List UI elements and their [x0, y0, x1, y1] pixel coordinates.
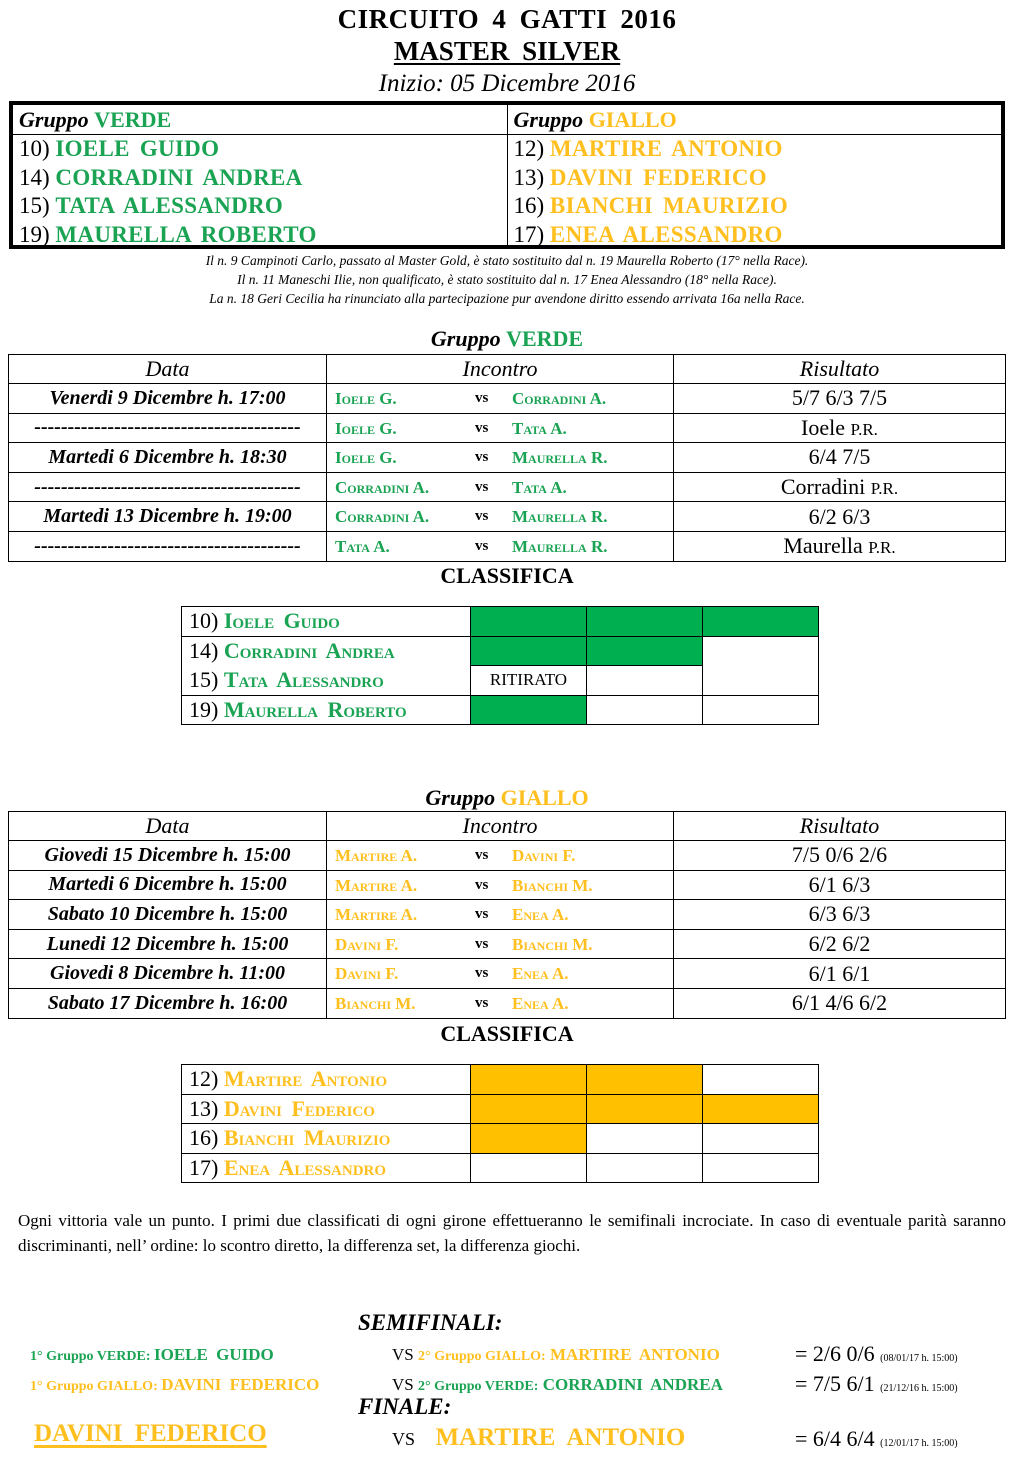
verde-matches-table [8, 354, 1006, 562]
walkover-label: P.R. [868, 538, 896, 558]
standing-row [182, 695, 819, 725]
note-line: Il n. 11 Maneschi Ilie, non qualificato, è stato sostituito dal n. 17 Enea Alessandro (18° nella Race). [237, 272, 777, 287]
match-date: Giovedi 8 Dicembre h. 11:00 [9, 959, 327, 989]
player-2: Tata A. [512, 418, 567, 438]
match-result [674, 929, 1006, 959]
final-result [795, 1426, 958, 1452]
result-text: Corradini [780, 474, 866, 500]
standing-row [182, 666, 819, 696]
point-cell-empty: RITIRATO [471, 666, 587, 696]
standing-row [182, 1065, 819, 1095]
standing-row [182, 607, 819, 637]
match-date: (12/01/17 h. 15:00) [880, 1438, 958, 1449]
player-2: Bianchi M. [512, 934, 593, 954]
match-date: Sabato 10 Dicembre h. 15:00 [9, 900, 327, 930]
match-players [327, 384, 674, 414]
title-circuit: CIRCUITO 4 GATTI 2016 [337, 4, 677, 34]
point-cell-filled [587, 636, 703, 666]
player-number: 16) [513, 193, 545, 218]
match-row [9, 841, 1006, 871]
verde-standings-table [181, 606, 819, 725]
player-1: Martire A. [335, 905, 418, 925]
semifinal-1-right [392, 1345, 720, 1365]
group-label: Gruppo [430, 326, 501, 351]
group-label: Gruppo [513, 107, 584, 132]
group-giallo-column [507, 105, 1002, 245]
col-header-date: Data [9, 812, 327, 841]
player-number: 12) [513, 136, 545, 161]
group-verde-column [13, 105, 507, 245]
semifinal-seed-label: 1° Gruppo VERDE: [30, 1349, 151, 1364]
player-number: 19) [189, 696, 219, 722]
col-header-match: Incontro [327, 355, 674, 384]
player-name: CORRADINI ANDREA [55, 164, 303, 190]
player-name: ENEA ALESSANDRO [549, 221, 783, 247]
point-cell-filled [471, 1065, 587, 1095]
match-result [674, 900, 1006, 930]
group-name: VERDE [506, 326, 584, 351]
player-number: 15) [19, 193, 50, 218]
player-1: Corradini A. [335, 477, 430, 497]
match-result [674, 959, 1006, 989]
semifinal-1-result [795, 1341, 958, 1367]
match-result [674, 841, 1006, 871]
group-player [508, 135, 1002, 164]
group-label: Gruppo [425, 785, 496, 810]
match-date: Giovedi 15 Dicembre h. 15:00 [9, 841, 327, 871]
player-number: 14) [189, 638, 219, 663]
col-header-match: Incontro [327, 812, 674, 841]
group-player [508, 164, 1002, 193]
point-cell-filled [471, 1124, 587, 1154]
match-date: Venerdi 9 Dicembre h. 17:00 [9, 384, 327, 414]
note-line: Il n. 9 Campinoti Carlo, passato al Master Gold, è stato sostituito dal n. 19 Maurella Roberto (17° nella Race). [205, 253, 809, 268]
match-players [327, 870, 674, 900]
substitution-notes [0, 251, 1014, 308]
result-text: 5/7 6/3 7/5 [791, 385, 888, 411]
match-players [327, 531, 674, 561]
match-players [327, 959, 674, 989]
semifinal-player: DAVINI FEDERICO [161, 1375, 320, 1394]
vs-label: vs [475, 478, 489, 495]
player-number: 19) [19, 221, 50, 247]
final-player: MARTIRE ANTONIO [435, 1424, 686, 1451]
table-header-row [9, 812, 1006, 841]
col-header-result: Risultato [674, 812, 1006, 841]
player-number: 17) [513, 221, 545, 247]
result-text: 7/5 0/6 2/6 [791, 842, 888, 868]
semifinal-2-left [30, 1375, 319, 1395]
vs-label: vs [475, 390, 489, 406]
final-opponent [392, 1424, 685, 1452]
group-name: GIALLO [500, 785, 589, 810]
semifinal-2-result [795, 1371, 958, 1397]
match-players [327, 929, 674, 959]
player-2: Enea A. [512, 905, 569, 925]
point-cell-empty [587, 695, 703, 725]
point-cell-filled [703, 607, 819, 637]
player-number: 10) [189, 608, 219, 634]
col-header-result: Risultato [674, 355, 1006, 384]
result-text: 6/1 6/3 [808, 871, 871, 897]
player-2: Maurella R. [512, 448, 608, 468]
semifinal-player: MARTIRE ANTONIO [549, 1345, 720, 1364]
semifinal-seed-label: 1° Gruppo GIALLO: [30, 1379, 158, 1394]
table-header-row [9, 355, 1006, 384]
semifinal-2-right [392, 1375, 723, 1395]
group-name: GIALLO [588, 107, 677, 132]
match-date: ---------------------------------------- [9, 413, 327, 443]
match-result [674, 384, 1006, 414]
point-cell-empty [587, 666, 703, 696]
player-1: Martire A. [335, 846, 418, 865]
point-cell-filled [471, 607, 587, 637]
note-line: La n. 18 Geri Cecilia ha rinunciato alla partecipazione pur avendone diritto essendo arrivata 16a nella Race. [209, 291, 805, 306]
rules-paragraph: Ogni vittoria vale un punto. I primi due classificati di ogni girone effettueranno le semifinali incrociate. In caso di eventuale parità saranno discriminanti, nell’ ordine: lo scontro diretto, la differenza set, la differenza giochi. [18, 1211, 1006, 1255]
group-name: VERDE [94, 107, 172, 132]
player-name: BIANCHI MAURIZIO [549, 193, 789, 218]
standing-row [182, 636, 819, 666]
section-title-giallo [0, 785, 1014, 811]
match-players [327, 472, 674, 502]
player-1: Ioele G. [335, 418, 397, 438]
player-2: Davini F. [512, 846, 576, 865]
point-cell-empty [703, 1065, 819, 1095]
player-1: Ioele G. [335, 389, 397, 408]
result-text: 6/1 4/6 6/2 [791, 990, 888, 1016]
player-number: 13) [189, 1095, 219, 1121]
player-name: Tata Alessandro [223, 667, 384, 692]
vs-label: vs [475, 449, 489, 466]
match-row [9, 900, 1006, 930]
player-2: Corradini A. [512, 389, 607, 408]
match-result [674, 413, 1006, 443]
point-cell-empty [703, 1124, 819, 1154]
player-name: TATA ALESSANDRO [55, 193, 284, 218]
point-cell-filled [587, 1065, 703, 1095]
standing-player [182, 607, 471, 637]
standing-player [182, 1065, 471, 1095]
point-cell-filled [587, 1094, 703, 1124]
group-player [13, 135, 507, 164]
match-date: Martedi 6 Dicembre h. 18:30 [9, 443, 327, 473]
result-text: Maurella [783, 533, 863, 559]
match-row [9, 870, 1006, 900]
player-2: Enea A. [512, 993, 569, 1013]
match-row [9, 531, 1006, 561]
point-cell-empty [703, 1153, 819, 1183]
player-name: MAURELLA ROBERTO [55, 221, 317, 247]
standing-player [182, 695, 471, 725]
semifinal-seed-label: 2° Gruppo VERDE: [417, 1379, 539, 1394]
result-text: 6/2 6/2 [808, 931, 871, 957]
title-master [0, 36, 1014, 67]
giallo-matches-table [8, 811, 1006, 1019]
match-players [327, 502, 674, 532]
match-row [9, 384, 1006, 414]
title-master-text: MASTER SILVER [393, 36, 621, 66]
final-title: FINALE: [358, 1394, 452, 1419]
match-result [674, 988, 1006, 1018]
standing-player [182, 1153, 471, 1183]
groups-box [9, 101, 1005, 249]
group-player [508, 192, 1002, 221]
standing-player [182, 666, 471, 696]
player-1: Corradini A. [335, 507, 430, 527]
result-text: 6/4 7/5 [808, 444, 871, 470]
match-players [327, 841, 674, 871]
vs-label: vs [475, 994, 489, 1011]
point-cell-empty [703, 636, 819, 666]
standing-player [182, 1124, 471, 1154]
match-row [9, 988, 1006, 1018]
match-players [327, 443, 674, 473]
vs-label: vs [475, 419, 489, 436]
vs-label: vs [475, 537, 489, 554]
standing-player [182, 636, 471, 666]
player-name: Davini Federico [223, 1095, 375, 1121]
player-name: Corradini Andrea [223, 638, 395, 663]
match-players [327, 988, 674, 1018]
player-name: Enea Alessandro [223, 1154, 387, 1180]
match-row [9, 443, 1006, 473]
match-result [674, 531, 1006, 561]
final-winner: DAVINI FEDERICO [34, 1420, 267, 1447]
giallo-standings-table [181, 1064, 819, 1183]
player-number: 13) [513, 164, 545, 190]
point-cell-filled [587, 607, 703, 637]
standing-row [182, 1153, 819, 1183]
match-row [9, 929, 1006, 959]
group-player [13, 164, 507, 193]
score: = 2/6 0/6 [795, 1341, 875, 1366]
result-text: Ioele [801, 414, 846, 440]
group-giallo-header [508, 105, 1002, 135]
player-name: Bianchi Maurizio [223, 1125, 391, 1151]
vs-label: vs [475, 965, 489, 982]
player-number: 17) [189, 1154, 219, 1180]
player-1: Tata A. [335, 536, 390, 556]
vs-label: vs [475, 935, 489, 952]
player-name: Maurella Roberto [223, 696, 407, 722]
point-cell-empty [471, 1153, 587, 1183]
match-row [9, 413, 1006, 443]
semifinal-player: IOELE GUIDO [153, 1345, 274, 1364]
match-date: (08/01/17 h. 15:00) [880, 1353, 958, 1364]
match-date: ---------------------------------------- [9, 472, 327, 502]
vs-label: vs [475, 876, 489, 893]
semifinal-1-left [30, 1345, 274, 1365]
player-name: Ioele Guido [223, 608, 340, 634]
point-cell-empty [703, 666, 819, 696]
player-number: 16) [189, 1125, 219, 1151]
group-player [13, 192, 507, 221]
vs-label: VS [392, 1345, 414, 1364]
player-name: IOELE GUIDO [55, 136, 220, 161]
group-player [13, 221, 507, 250]
standing-row [182, 1124, 819, 1154]
walkover-label: P.R. [850, 419, 878, 439]
match-result [674, 472, 1006, 502]
result-text: 6/3 6/3 [808, 901, 871, 927]
match-date: ---------------------------------------- [9, 531, 327, 561]
match-row [9, 502, 1006, 532]
point-cell-filled [471, 636, 587, 666]
vs-label: vs [475, 847, 489, 863]
player-number: 15) [189, 667, 219, 692]
group-player [508, 221, 1002, 250]
player-1: Bianchi M. [335, 993, 416, 1013]
match-date: Martedi 6 Dicembre h. 15:00 [9, 870, 327, 900]
vs-label: vs [475, 906, 489, 923]
player-number: 12) [189, 1066, 219, 1092]
point-cell-filled [471, 1094, 587, 1124]
point-cell-empty [703, 695, 819, 725]
walkover-label: P.R. [870, 479, 899, 499]
player-1: Ioele G. [335, 448, 397, 468]
player-name: MARTIRE ANTONIO [549, 136, 783, 161]
match-result [674, 502, 1006, 532]
point-cell-empty [587, 1153, 703, 1183]
semifinals-title: SEMIFINALI: [358, 1310, 503, 1335]
player-number: 14) [19, 164, 50, 190]
classifica-title-verde: CLASSIFICA [440, 563, 574, 588]
match-result [674, 443, 1006, 473]
match-result [674, 870, 1006, 900]
match-players [327, 900, 674, 930]
player-1: Davini F. [335, 934, 399, 954]
player-number: 10) [19, 136, 50, 161]
start-date: Inizio: 05 Dicembre 2016 [378, 70, 636, 97]
vs-label: vs [475, 508, 489, 525]
player-1: Davini F. [335, 964, 399, 984]
classifica-title-giallo: CLASSIFICA [440, 1021, 574, 1046]
point-cell-filled [471, 695, 587, 725]
match-row [9, 959, 1006, 989]
match-date: (21/12/16 h. 15:00) [880, 1383, 958, 1394]
match-date: Sabato 17 Dicembre h. 16:00 [9, 988, 327, 1018]
point-cell-filled [703, 1094, 819, 1124]
player-2: Bianchi M. [512, 875, 593, 895]
vs-label: VS [392, 1375, 414, 1394]
vs-label: VS [392, 1429, 416, 1449]
player-2: Tata A. [512, 477, 567, 497]
match-players [327, 413, 674, 443]
player-name: Martire Antonio [223, 1066, 388, 1092]
result-text: 6/2 6/3 [808, 503, 871, 529]
player-name: DAVINI FEDERICO [549, 164, 767, 190]
player-2: Enea A. [512, 964, 569, 984]
standing-player [182, 1094, 471, 1124]
match-date: Martedi 13 Dicembre h. 19:00 [9, 502, 327, 532]
col-header-date: Data [9, 355, 327, 384]
section-title-verde [0, 326, 1014, 352]
player-2: Maurella R. [512, 507, 608, 527]
player-2: Maurella R. [512, 536, 608, 556]
standing-row [182, 1094, 819, 1124]
player-1: Martire A. [335, 875, 418, 895]
semifinal-player: CORRADINI ANDREA [542, 1375, 723, 1394]
match-date: Lunedi 12 Dicembre h. 15:00 [9, 929, 327, 959]
semifinal-seed-label: 2° Gruppo GIALLO: [417, 1349, 546, 1364]
point-cell-empty [587, 1124, 703, 1154]
match-row [9, 472, 1006, 502]
group-verde-header [13, 105, 507, 135]
score: = 6/4 6/4 [795, 1426, 875, 1451]
score: = 7/5 6/1 [795, 1371, 875, 1396]
group-label: Gruppo [19, 107, 89, 132]
result-text: 6/1 6/1 [808, 960, 871, 986]
